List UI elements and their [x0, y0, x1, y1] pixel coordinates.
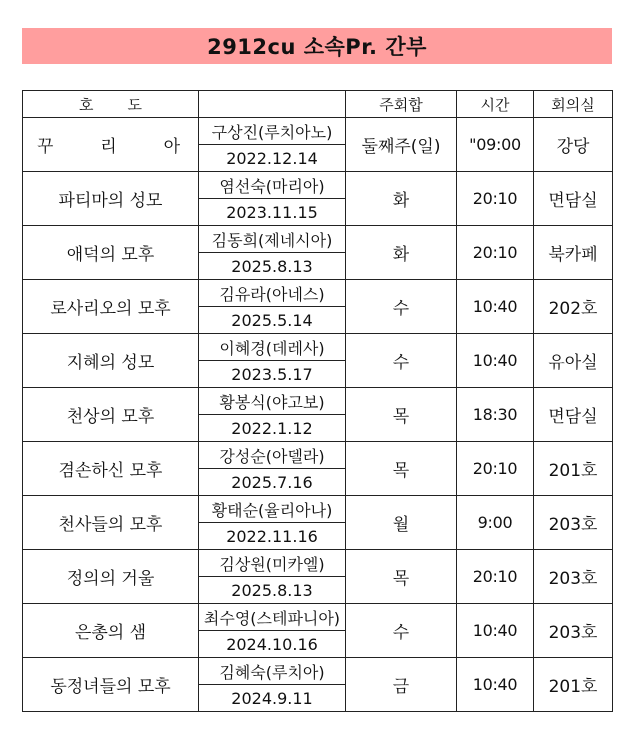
meeting-time: 20:10 — [457, 172, 534, 226]
leader-name: 최수영(스테파니아) — [199, 604, 346, 631]
table-row — [23, 604, 613, 631]
header-meeting: 주회합 — [346, 91, 457, 118]
table-row — [23, 334, 613, 361]
meeting-time: 18:30 — [457, 388, 534, 442]
page-title: 2912cu 소속Pr. 간부 — [22, 28, 612, 64]
leader-name: 김상원(미카엘) — [199, 550, 346, 577]
praesidium-name-char: 리 — [100, 137, 117, 157]
praesidium-name-char: 꾸 — [37, 137, 54, 157]
meeting-day: 목 — [346, 550, 457, 604]
leader-name: 김동희(제네시아) — [199, 226, 346, 253]
meeting-day: 목 — [346, 388, 457, 442]
header-time: 시간 — [457, 91, 534, 118]
meeting-room: 203호 — [534, 496, 613, 550]
meeting-room: 면담실 — [534, 388, 613, 442]
meeting-time: 10:40 — [457, 334, 534, 388]
praesidium-name — [23, 118, 199, 172]
leader-name: 황봉식(야고보) — [199, 388, 346, 415]
praesidium-name: 은총의 샘 — [23, 604, 199, 658]
table-row — [23, 280, 613, 307]
praesidium-name-spread — [23, 132, 198, 157]
praesidium-name-char: 아 — [163, 137, 180, 157]
meeting-room: 강당 — [534, 118, 613, 172]
header-hodo — [23, 91, 199, 118]
table-row — [23, 496, 613, 523]
meeting-day: 목 — [346, 442, 457, 496]
appointment-date: 2025.7.16 — [199, 469, 346, 496]
leader-name: 강성순(아델라) — [199, 442, 346, 469]
meeting-day: 둘째주(일) — [346, 118, 457, 172]
meeting-room: 면담실 — [534, 172, 613, 226]
meeting-day: 수 — [346, 280, 457, 334]
table-row — [23, 118, 613, 145]
meeting-day: 화 — [346, 172, 457, 226]
appointment-date: 2025.5.14 — [199, 307, 346, 334]
table-row — [23, 442, 613, 469]
meeting-day: 금 — [346, 658, 457, 712]
appointment-date: 2022.1.12 — [199, 415, 346, 442]
table-row — [23, 172, 613, 199]
table-header-row — [23, 91, 613, 118]
meeting-time: 10:40 — [457, 280, 534, 334]
praesidium-name: 파티마의 성모 — [23, 172, 199, 226]
leader-name: 염선숙(마리아) — [199, 172, 346, 199]
appointment-date: 2024.9.11 — [199, 685, 346, 712]
meeting-room: 201호 — [534, 442, 613, 496]
meeting-room: 203호 — [534, 604, 613, 658]
leader-name: 김혜숙(루치아) — [199, 658, 346, 685]
praesidium-name: 애덕의 모후 — [23, 226, 199, 280]
meeting-room: 201호 — [534, 658, 613, 712]
meeting-time: 20:10 — [457, 442, 534, 496]
leader-name: 이혜경(데레사) — [199, 334, 346, 361]
table-row — [23, 550, 613, 577]
table-row — [23, 226, 613, 253]
table-row — [23, 658, 613, 685]
praesidium-name: 지혜의 성모 — [23, 334, 199, 388]
appointment-date: 2023.11.15 — [199, 199, 346, 226]
meeting-time: 20:10 — [457, 550, 534, 604]
meeting-time: 10:40 — [457, 658, 534, 712]
header-blank — [199, 91, 346, 118]
meeting-time: 9:00 — [457, 496, 534, 550]
meeting-room: 북카페 — [534, 226, 613, 280]
appointment-date: 2023.5.17 — [199, 361, 346, 388]
praesidium-name: 겸손하신 모후 — [23, 442, 199, 496]
praesidium-name: 천사들의 모후 — [23, 496, 199, 550]
meeting-room: 203호 — [534, 550, 613, 604]
praesidium-name: 천상의 모후 — [23, 388, 199, 442]
leader-name: 황태순(율리아나) — [199, 496, 346, 523]
meeting-room: 202호 — [534, 280, 613, 334]
appointment-date: 2022.11.16 — [199, 523, 346, 550]
leader-name: 김유라(아네스) — [199, 280, 346, 307]
appointment-date: 2022.12.14 — [199, 145, 346, 172]
meeting-time: 10:40 — [457, 604, 534, 658]
meeting-day: 수 — [346, 334, 457, 388]
appointment-date: 2025.8.13 — [199, 577, 346, 604]
header-ho: 호 — [79, 95, 94, 114]
praesidium-name: 로사리오의 모후 — [23, 280, 199, 334]
praesidium-name: 동정녀들의 모후 — [23, 658, 199, 712]
meeting-time: 20:10 — [457, 226, 534, 280]
meeting-day: 수 — [346, 604, 457, 658]
appointment-date: 2025.8.13 — [199, 253, 346, 280]
leader-name: 구상진(루치아노) — [199, 118, 346, 145]
schedule-table — [22, 90, 613, 712]
header-do: 도 — [127, 95, 142, 114]
meeting-day: 화 — [346, 226, 457, 280]
meeting-day: 월 — [346, 496, 457, 550]
header-room: 회의실 — [534, 91, 613, 118]
meeting-room: 유아실 — [534, 334, 613, 388]
praesidium-name: 정의의 거울 — [23, 550, 199, 604]
table-row — [23, 388, 613, 415]
meeting-time: "09:00 — [457, 118, 534, 172]
appointment-date: 2024.10.16 — [199, 631, 346, 658]
